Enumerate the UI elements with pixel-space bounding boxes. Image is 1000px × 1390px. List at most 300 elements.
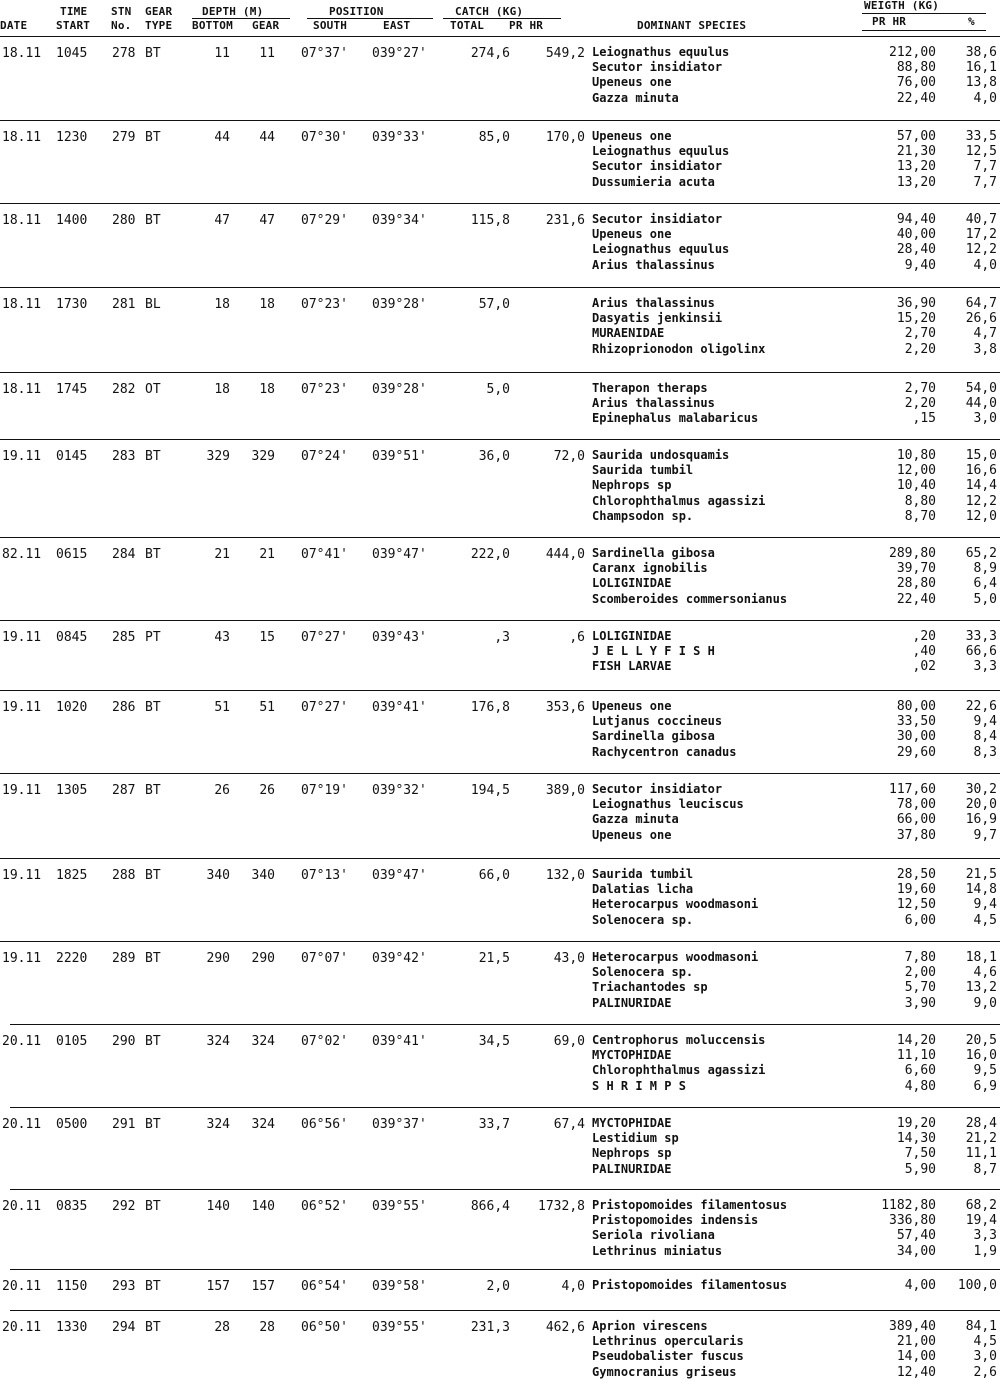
dominant-species-list [592,448,765,524]
depth-gear-cell: 329 [251,449,275,464]
position-east-cell: 039°58' [372,1279,427,1294]
species-name: Champsodon sp. [592,508,694,523]
time-cell: 1400 [56,213,88,228]
dominant-species-list [592,629,715,675]
position-east-cell: 039°51' [372,449,427,464]
station-number-cell: 285 [112,630,136,645]
depth-bottom-cell: 18 [214,297,230,312]
species-name: Dalatias licha [592,882,694,897]
header-date: DATE [0,19,28,32]
weight-perhr-list [850,1278,936,1293]
weight-percent-list [945,699,997,760]
depth-gear-cell: 44 [259,130,275,145]
species-name: Upeneus one [592,129,672,143]
weight-perhr-list [850,699,936,760]
percent-value: 4,5 [973,1334,997,1350]
percent-value: 26,6 [965,311,997,327]
station-number-cell: 292 [112,1199,136,1214]
species-name: Centrophorus moluccensis [592,1033,766,1047]
station-number-cell: 278 [112,46,136,61]
species-name: Secutor insidiator [592,212,723,226]
catch-total-cell: 36,0 [478,449,510,464]
weight-percent-list [945,782,997,843]
species-name: Therapon theraps [592,381,708,395]
record-separator [0,858,1000,859]
percent-value: 7,7 [973,174,997,190]
catch-perhr-cell: 4,0 [561,1279,585,1294]
depth-bottom-cell: 18 [214,382,230,397]
time-cell: 1330 [56,1320,88,1335]
weight-value: 117,60 [889,782,936,797]
species-name: Secutor insidiator [592,60,723,75]
species-name: MYCTOPHIDAE [592,1116,672,1130]
station-record [0,439,1000,524]
species-name: Upeneus one [592,699,672,713]
station-record [0,36,1000,116]
gear-type-cell: BT [145,213,161,228]
species-name: PALINURIDAE [592,995,672,1010]
weight-value: 9,40 [904,257,936,273]
dominant-species-list [592,546,787,607]
weight-value: 33,50 [896,714,936,730]
percent-value: 9,7 [973,827,997,843]
dominant-species-list [592,381,758,427]
percent-value: 3,0 [973,1349,997,1365]
percent-value: 84,1 [965,1319,997,1334]
date-cell: 18.11 [2,213,42,228]
gear-type-cell: BL [145,297,161,312]
dominant-species-list [592,699,737,760]
weight-value: ,20 [912,629,936,644]
species-name: Pristopomoides filamentosus [592,1198,788,1212]
weight-percent-list [945,950,997,1011]
weight-percent-list [945,381,997,427]
percent-value: 1,9 [973,1243,997,1259]
header-catch-total: TOTAL [450,19,485,32]
percent-value: 16,9 [965,812,997,828]
time-cell: 0145 [56,449,88,464]
depth-gear-cell: 290 [251,951,275,966]
weight-value: 13,20 [896,174,936,190]
station-number-cell: 282 [112,382,136,397]
percent-value: 68,2 [965,1198,997,1213]
position-east-cell: 039°55' [372,1199,427,1214]
percent-value: 14,8 [965,882,997,898]
station-record [0,537,1000,617]
species-name: Sardinella gibosa [592,729,715,744]
dominant-species-list [592,1278,787,1293]
record-separator [0,372,1000,373]
species-name: Nephrops sp [592,478,672,493]
species-name: Pristopomoides indensis [592,1213,759,1228]
time-cell: 1825 [56,868,88,883]
catch-perhr-cell: 132,0 [545,868,585,883]
species-name: Sardinella gibosa [592,546,715,560]
date-cell: 19.11 [2,700,42,715]
record-separator [0,120,1000,121]
dominant-species-list [592,1116,679,1177]
weight-value: 37,80 [896,827,936,843]
depth-bottom-cell: 51 [214,700,230,715]
catch-total-cell: 194,5 [470,783,510,798]
time-cell: 0500 [56,1117,88,1132]
weight-value: 39,70 [896,561,936,577]
weight-percent-list [945,629,997,675]
percent-value: 19,4 [965,1213,997,1229]
depth-gear-cell: 15 [259,630,275,645]
percent-value: 14,4 [965,478,997,494]
percent-value: 17,2 [965,227,997,243]
percent-value: 33,5 [965,129,997,144]
date-cell: 19.11 [2,951,42,966]
weight-value: 2,20 [904,341,936,357]
depth-gear-cell: 11 [259,46,275,61]
catch-total-cell: 274,6 [470,46,510,61]
station-number-cell: 289 [112,951,136,966]
percent-value: 21,2 [965,1131,997,1147]
percent-value: 16,0 [965,1048,997,1064]
header-catch: CATCH (KG) [455,5,524,18]
gear-type-cell: BT [145,547,161,562]
header-depth-bottom: BOTTOM [192,19,233,32]
weight-percent-list [945,867,997,928]
weight-value: 14,20 [896,1033,936,1048]
percent-value: 65,2 [965,546,997,561]
catch-total-cell: 57,0 [478,297,510,312]
weight-value: 4,80 [904,1078,936,1094]
species-name: Solenocera sp. [592,965,694,980]
station-number-cell: 281 [112,297,136,312]
weight-percent-list [945,1319,997,1380]
depth-bottom-cell: 324 [206,1034,230,1049]
gear-type-cell: BT [145,868,161,883]
station-number-cell: 279 [112,130,136,145]
catch-total-cell: 231,3 [470,1320,510,1335]
depth-gear-cell: 324 [251,1034,275,1049]
date-cell: 20.11 [2,1320,42,1335]
percent-value: 6,9 [973,1078,997,1094]
gear-type-cell: BT [145,1320,161,1335]
species-name: Lethrinus opercularis [592,1334,744,1349]
percent-value: 6,4 [973,576,997,592]
depth-gear-cell: 140 [251,1199,275,1214]
species-name: Upeneus one [592,827,672,842]
weight-value: 78,00 [896,797,936,813]
time-cell: 1230 [56,130,88,145]
weight-value: 5,90 [904,1161,936,1177]
weight-value: 4,00 [904,1278,936,1293]
weight-value: ,15 [912,411,936,427]
date-cell: 82.11 [2,547,42,562]
depth-gear-cell: 26 [259,783,275,798]
dominant-species-list [592,782,744,843]
time-cell: 1745 [56,382,88,397]
percent-value: 3,3 [973,1228,997,1244]
weight-value: 66,00 [896,812,936,828]
dominant-species-list [592,1033,765,1094]
species-name: Leiognathus leuciscus [592,797,744,812]
station-number-cell: 294 [112,1320,136,1335]
weight-value: 57,00 [896,129,936,144]
dominant-species-list [592,212,729,273]
weight-value: 21,00 [896,1334,936,1350]
header-weight-rule [862,30,986,31]
catch-perhr-cell: 72,0 [553,449,585,464]
position-east-cell: 039°33' [372,130,427,145]
species-name: Seriola rivoliana [592,1228,715,1243]
station-number-cell: 287 [112,783,136,798]
header-weight-perhr: PR HR [872,15,907,28]
station-number-cell: 291 [112,1117,136,1132]
depth-bottom-cell: 44 [214,130,230,145]
position-south-cell: 06°50' [301,1320,348,1335]
species-name: Heterocarpus woodmasoni [592,950,759,964]
catch-total-cell: 33,7 [478,1117,510,1132]
catch-perhr-cell: 1732,8 [538,1199,585,1214]
species-name: Aprion virescens [592,1319,708,1333]
weight-value: 389,40 [889,1319,936,1334]
record-separator [0,773,1000,774]
header-time-line2: START [56,19,91,32]
weight-value: 19,60 [896,882,936,898]
record-separator [0,287,1000,288]
weight-value: 13,20 [896,159,936,175]
weight-value: 80,00 [896,699,936,714]
time-cell: 0615 [56,547,88,562]
record-separator [10,1107,1000,1108]
weight-perhr-list [850,129,936,190]
depth-bottom-cell: 11 [214,46,230,61]
species-name: Leiognathus equulus [592,144,730,159]
species-name: LOLIGINIDAE [592,629,672,643]
header-gear-line1: GEAR [145,5,173,18]
gear-type-cell: BT [145,1199,161,1214]
weight-value: 34,00 [896,1243,936,1259]
station-record [0,620,1000,700]
species-name: Chlorophthalmus agassizi [592,1063,766,1078]
gear-type-cell: BT [145,783,161,798]
weight-value: 212,00 [889,45,936,60]
date-cell: 18.11 [2,46,42,61]
dominant-species-list [592,129,729,190]
header-weight: WEIGTH (KG) [864,0,940,12]
percent-value: 20,0 [965,797,997,813]
time-cell: 0845 [56,630,88,645]
depth-gear-cell: 157 [251,1279,275,1294]
date-cell: 20.11 [2,1034,42,1049]
station-record [0,1189,1000,1269]
header-weight-underline [862,13,986,14]
station-number-cell: 288 [112,868,136,883]
species-name: Lestidium sp [592,1131,679,1146]
species-name: Arius thalassinus [592,296,715,310]
weight-perhr-list [850,296,936,357]
weight-value: 22,40 [896,90,936,106]
species-name: Dasyatis jenkinsii [592,311,723,326]
species-name: MURAENIDAE [592,326,665,341]
percent-value: 8,7 [973,1161,997,1177]
depth-gear-cell: 47 [259,213,275,228]
weight-percent-list [945,1116,997,1177]
weight-perhr-list [850,1319,936,1380]
weight-value: 88,80 [896,60,936,76]
weight-perhr-list [850,1198,936,1259]
weight-perhr-list [850,212,936,273]
catch-total-cell: 21,5 [478,951,510,966]
weight-value: 8,80 [904,493,936,509]
header-depth: DEPTH (M) [202,5,264,18]
weight-value: 1182,80 [881,1198,936,1213]
weight-value: 10,40 [896,478,936,494]
percent-value: 8,9 [973,561,997,577]
catch-total-cell: 5,0 [486,382,510,397]
species-name: FISH LARVAE [592,659,672,674]
percent-value: 44,0 [965,396,997,412]
weight-value: 3,90 [904,995,936,1011]
species-name: Gazza minuta [592,90,679,105]
gear-type-cell: BT [145,951,161,966]
position-south-cell: 06°56' [301,1117,348,1132]
date-cell: 20.11 [2,1199,42,1214]
time-cell: 1305 [56,783,88,798]
species-name: PALINURIDAE [592,1161,672,1176]
date-cell: 19.11 [2,630,42,645]
date-cell: 20.11 [2,1117,42,1132]
catch-total-cell: 866,4 [470,1199,510,1214]
catch-total-cell: 222,0 [470,547,510,562]
percent-value: 3,0 [973,411,997,427]
header-stn-line2: No. [111,19,132,32]
position-east-cell: 039°41' [372,1034,427,1049]
percent-value: 11,1 [965,1146,997,1162]
percent-value: 4,5 [973,912,997,928]
weight-value: 7,50 [904,1146,936,1162]
percent-value: 64,7 [965,296,997,311]
catch-perhr-cell: 231,6 [545,213,585,228]
position-east-cell: 039°27' [372,46,427,61]
weight-percent-list [945,296,997,357]
species-name: Arius thalassinus [592,396,715,411]
header-position: POSITION [329,5,384,18]
dominant-species-list [592,950,758,1011]
percent-value: 8,3 [973,744,997,760]
record-separator [10,1310,1000,1311]
percent-value: 16,1 [965,60,997,76]
catch-perhr-cell: 444,0 [545,547,585,562]
weight-value: 28,50 [896,867,936,882]
station-number-cell: 290 [112,1034,136,1049]
weight-percent-list [945,1198,997,1259]
weight-perhr-list [850,1116,936,1177]
dominant-species-list [592,1319,744,1380]
species-name: Gazza minuta [592,812,679,827]
percent-value: 12,2 [965,493,997,509]
weight-value: 21,30 [896,144,936,160]
percent-value: 12,5 [965,144,997,160]
percent-value: 28,4 [965,1116,997,1131]
weight-value: 336,80 [889,1213,936,1229]
depth-gear-cell: 18 [259,297,275,312]
station-number-cell: 280 [112,213,136,228]
position-east-cell: 039°55' [372,1320,427,1335]
station-record [0,287,1000,367]
percent-value: 22,6 [965,699,997,714]
position-south-cell: 07°02' [301,1034,348,1049]
weight-value: 36,90 [896,296,936,311]
weight-value: 76,00 [896,75,936,91]
weight-percent-list [945,129,997,190]
weight-percent-list [945,45,997,106]
depth-bottom-cell: 324 [206,1117,230,1132]
species-name: Gymnocranius griseus [592,1364,737,1379]
species-name: Triachantodes sp [592,980,708,995]
weight-value: 14,00 [896,1349,936,1365]
percent-value: 3,3 [973,659,997,675]
species-name: Chlorophthalmus agassizi [592,493,766,508]
time-cell: 0105 [56,1034,88,1049]
weight-value: ,02 [912,659,936,675]
species-name: Scomberoides commersonianus [592,591,788,606]
station-number-cell: 283 [112,449,136,464]
percent-value: 13,2 [965,980,997,996]
percent-value: 9,4 [973,714,997,730]
record-separator [0,439,1000,440]
species-name: Pristopomoides filamentosus [592,1278,788,1292]
station-record [0,941,1000,1021]
weight-value: 19,20 [896,1116,936,1131]
percent-value: 16,6 [965,463,997,479]
weight-value: 6,60 [904,1063,936,1079]
species-name: Secutor insidiator [592,159,723,174]
weight-value: 15,20 [896,311,936,327]
time-cell: 1150 [56,1279,88,1294]
species-name: Saurida undosquamis [592,448,730,462]
depth-bottom-cell: 290 [206,951,230,966]
percent-value: 20,5 [965,1033,997,1048]
percent-value: 4,0 [973,257,997,273]
percent-value: 54,0 [965,381,997,396]
position-east-cell: 039°47' [372,547,427,562]
percent-value: 3,8 [973,341,997,357]
species-name: Upeneus one [592,227,672,242]
dominant-species-list [592,45,729,106]
species-name: Saurida tumbil [592,867,694,881]
position-south-cell: 07°37' [301,46,348,61]
percent-value: 4,7 [973,326,997,342]
depth-bottom-cell: 43 [214,630,230,645]
weight-value: 2,70 [904,326,936,342]
position-south-cell: 07°29' [301,213,348,228]
percent-value: 2,6 [973,1364,997,1380]
weight-perhr-list [850,629,936,675]
species-name: Epinephalus malabaricus [592,411,759,426]
catch-perhr-cell: 67,4 [553,1117,585,1132]
depth-bottom-cell: 26 [214,783,230,798]
weight-value: 289,80 [889,546,936,561]
depth-gear-cell: 18 [259,382,275,397]
catch-total-cell: 34,5 [478,1034,510,1049]
weight-value: 11,10 [896,1048,936,1064]
station-number-cell: 293 [112,1279,136,1294]
record-separator [10,1024,1000,1025]
header-weight-pct: % [968,15,975,28]
catch-perhr-cell: 549,2 [545,46,585,61]
percent-value: 12,2 [965,242,997,258]
position-south-cell: 07°23' [301,297,348,312]
date-cell: 19.11 [2,783,42,798]
gear-type-cell: BT [145,1117,161,1132]
percent-value: 21,5 [965,867,997,882]
